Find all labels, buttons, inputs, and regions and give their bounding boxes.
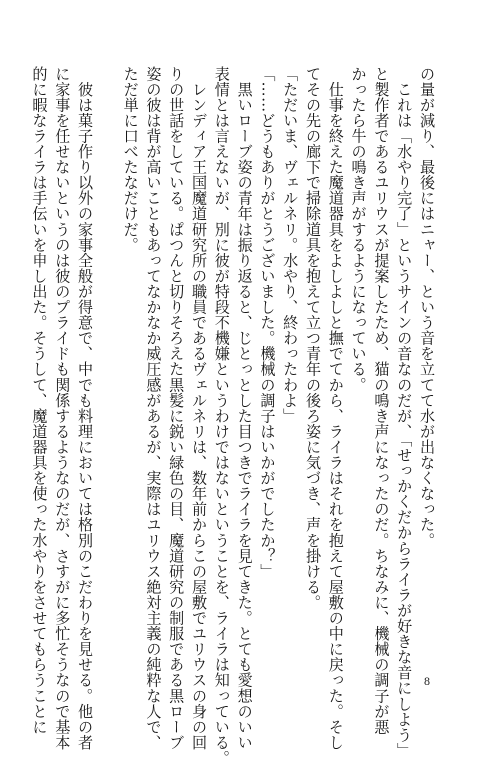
text-line: 黒いローブ姿の青年は振り返ると、じとっとした目つきでライラを見てきた。とても愛想のいい bbox=[235, 66, 254, 751]
text-line: かったら牛の鳴き声がするようになっている。 bbox=[349, 66, 368, 393]
text-line: 表情とは言えないが、別に彼が特段不機嫌というわけではないということを、ライラは知っている。 bbox=[212, 66, 231, 766]
text-line: てその先の廊下で掃除道具を抱えて立つ青年の後ろ姿に気づき、声を掛ける。 bbox=[304, 66, 323, 611]
text-line: レンディア王国魔道研究所の職員であるヴェルネリは、数年前からこの屋敷でユリウスの身の回 bbox=[190, 66, 209, 751]
text-line: りの世話をしている。ぱつんと切りそろえた黒髪に鋭い緑色の目、魔道研究の制服である黒ローブ bbox=[167, 66, 186, 751]
blank-line bbox=[96, 66, 119, 657]
text-line: 姿の彼は背が高いこともあってなかなか威圧感があるが、実際はユリウス絶対主義の純粋な人で、 bbox=[144, 66, 163, 751]
text-line: に家事を任せないというのは彼のプライドも関係するようなのだが、さすがに多忙そうなので基本 bbox=[53, 66, 72, 751]
body-text bbox=[30, 66, 438, 766]
page-number: 8 bbox=[424, 674, 430, 688]
dialogue-line: 「……どうもありがとうございました。機械の調子はいかがでしたか？」 bbox=[258, 66, 277, 580]
text-line: 彼は菓子作り以外の家事全般が得意で、中でも料理においては格別のこだわりを見せる。他の者 bbox=[76, 66, 95, 751]
text-line: と製作者であるユリウスが提案したため、猫の鳴き声になったのだ。ちなみに、機械の調子が悪 bbox=[372, 66, 391, 735]
text-line: これは「水やり完了」というサインの音なのだが、「せっかくだからライラが好きな音にしよう」 bbox=[395, 66, 414, 759]
dialogue-line: 「ただいま、ヴェルネリ。水やり、終わったわよ」 bbox=[281, 66, 300, 424]
text-line: ただ単に口べたなだけだ。 bbox=[121, 66, 140, 253]
text-line: 仕事を終えた魔道器具をよしよしと撫でてから、ライラはそれを抱えて屋敷の中に戻った。そし bbox=[326, 66, 345, 751]
text-line: 的に暇なライラは手伝いを申し出た。そうして、魔道器具を使った水やりをさせてもらうことに bbox=[30, 66, 49, 735]
text-line: の量が減り、最後にはニャー、という音を立てて水が出なくなった。 bbox=[418, 66, 436, 549]
